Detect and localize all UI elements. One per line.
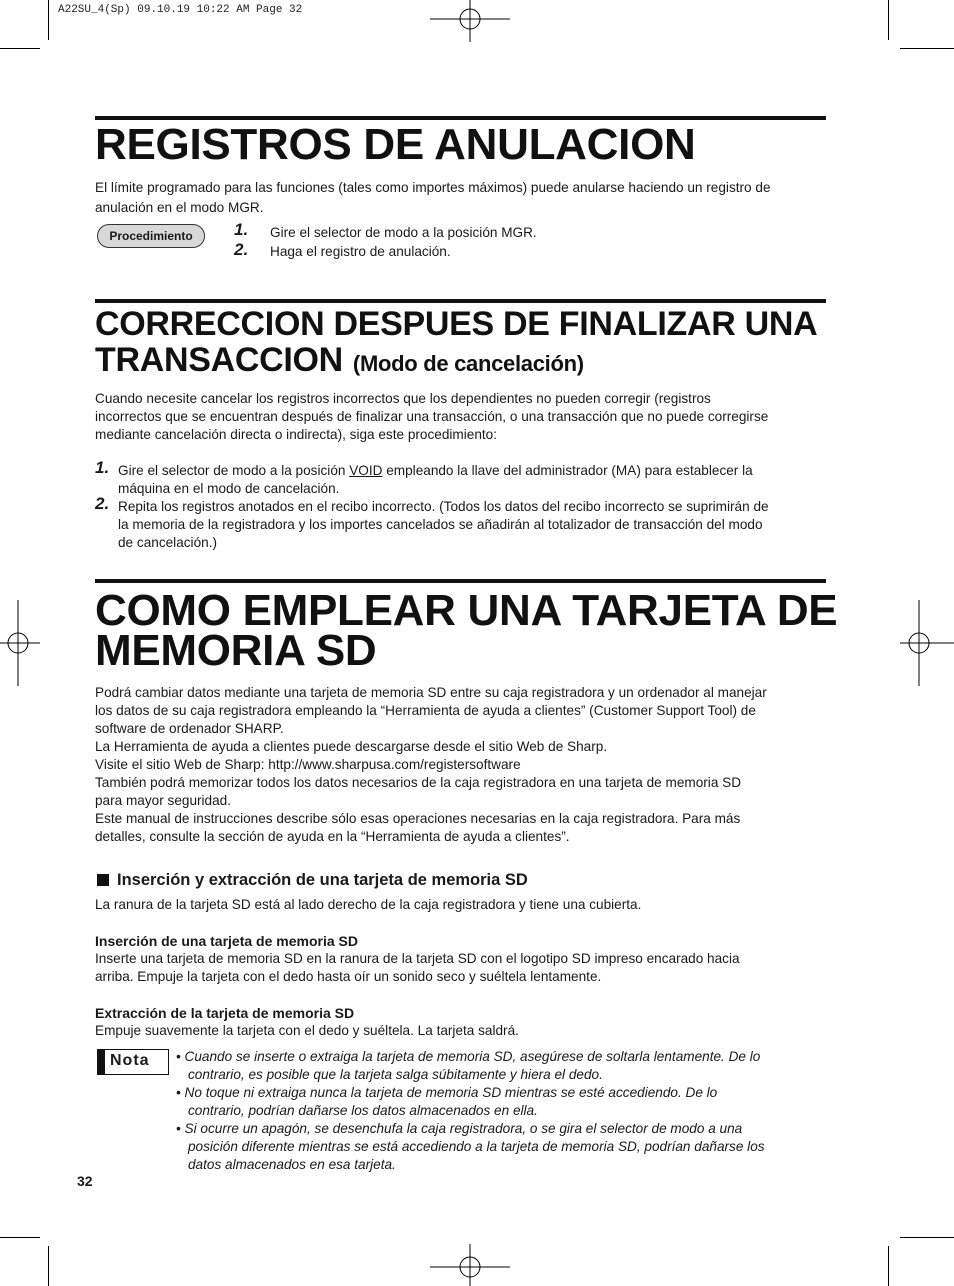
note-line: • Si ocurre un apagón, se desenchufa la caja registradora, o se gira el selector de modo a una [176, 1121, 743, 1136]
note-line: • Cuando se inserte o extraiga la tarjeta de memoria SD, asegúrese de soltarla lentamente. De lo [176, 1049, 761, 1064]
section-title-anulacion: REGISTROS DE ANULACION [95, 120, 696, 169]
correccion-step-1: Gire el selector de modo a la posición VOID empleando la llave del administrador (MA) para establecer la [118, 463, 753, 478]
sd-para-1: Podrá cambiar datos mediante una tarjeta de memoria SD entre su caja registradora y un ordenador al manejar [95, 685, 767, 700]
void-label: VOID [349, 463, 383, 478]
step-text: Haga el registro de anulación. [270, 244, 451, 259]
step-number: 2. [95, 494, 110, 513]
print-slug: A22SU_4(Sp) 09.10.19 10:22 AM Page 32 [58, 4, 303, 16]
section-title-correccion-1: CORRECCION DESPUES DE FINALIZAR UNA [95, 305, 818, 343]
anulacion-intro-2: anulación en el modo MGR. [95, 200, 264, 215]
step-number: 1. [234, 220, 249, 239]
section-title-correccion-2: TRANSACCION (Modo de cancelación) [95, 341, 584, 379]
correccion-step-2-3: de cancelación.) [118, 535, 217, 550]
note-line: contrario, es posible que la tarjeta salga súbitamente y hiera el dedo. [188, 1067, 603, 1082]
note-line: • No toque ni extraiga nunca la tarjeta de memoria SD mientras se esté accediendo. De lo [176, 1085, 718, 1100]
section-title-sd-1: COMO EMPLEAR UNA TARJETA DE [95, 586, 838, 635]
correccion-step-2-2: la memoria de la registradora y los importes cancelados se añadirán al totalizador de transacción del modo [118, 517, 763, 532]
step-text: Gire el selector de modo a la posición MGR. [270, 225, 537, 240]
step-number: 1. [95, 458, 110, 477]
correccion-intro-2: incorrectos que se encuentran después de finalizar una transacción, o una transacción que no puede corregirse [95, 409, 769, 424]
correccion-intro-3: mediante cancelación directa o indirecta), siga este procedimiento: [95, 427, 497, 442]
correccion-step-1-cont: máquina en el modo de cancelación. [118, 481, 340, 496]
procedimiento-badge: Procedimiento [97, 224, 205, 248]
section-title-sd-2: MEMORIA SD [95, 626, 377, 675]
sd-para-9: detalles, consulte la sección de ayuda en la “Herramienta de ayuda a clientes”. [95, 829, 570, 844]
sd-para-6: También podrá memorizar todos los datos necesarios de la caja registradora en una tarjeta de memoria SD [95, 775, 742, 790]
sd-para-5: Visite el sitio Web de Sharp: http://www.sharpusa.com/registersoftware [95, 757, 521, 772]
note-line: posición diferente mientras se está accediendo a la tarjeta de memoria SD, podrían dañarse los [188, 1139, 765, 1154]
square-bullet-icon [97, 874, 109, 886]
sd-para-7: para mayor seguridad. [95, 793, 232, 808]
sd-subsection-intro: La ranura de la tarjeta SD está al lado derecho de la caja registradora y tiene una cubierta. [95, 897, 642, 912]
insercion-text-1: Inserte una tarjeta de memoria SD en la ranura de la tarjeta SD con el logotipo SD impreso encarado hacia [95, 951, 740, 966]
sd-para-4: La Herramienta de ayuda a clientes puede descargarse desde el sitio Web de Sharp. [95, 739, 608, 754]
section-rule [95, 299, 826, 303]
anulacion-intro-1: El límite programado para las funciones (tales como importes máximos) puede anularse haciendo un registro de [95, 180, 771, 195]
section-subtitle: (Modo de cancelación) [352, 351, 584, 376]
sd-para-3: software de ordenador SHARP. [95, 721, 284, 736]
note-line: contrario, podrían dañarse los datos almacenados en ella. [188, 1103, 538, 1118]
registration-mark-left [0, 600, 40, 686]
insercion-title: Inserción de una tarjeta de memoria SD [95, 933, 358, 949]
step-number: 2. [234, 240, 249, 259]
page-number: 32 [77, 1173, 93, 1189]
extraccion-text: Empuje suavemente la tarjeta con el dedo y suéltela. La tarjeta saldrá. [95, 1023, 519, 1038]
sd-para-2: los datos de su caja registradora empleando la “Herramienta de ayuda a clientes” (Customer Support Tool) de [95, 703, 756, 718]
correccion-step-2-1: Repita los registros anotados en el recibo incorrecto. (Todos los datos del recibo incorrecto se suprimirán de [118, 499, 769, 514]
insercion-text-2: arriba. Empuje la tarjeta con el dedo hasta oír un sonido seco y suéltela lentamente. [95, 969, 602, 984]
section-rule [95, 579, 826, 583]
nota-badge: Nota [97, 1049, 169, 1075]
extraccion-title: Extracción de la tarjeta de memoria SD [95, 1005, 355, 1021]
registration-mark-top [430, 0, 510, 42]
note-line: datos almacenados en esa tarjeta. [188, 1157, 396, 1172]
registration-mark-right [900, 600, 954, 686]
sd-subsection-title: Inserción y extracción de una tarjeta de memoria SD [97, 871, 528, 890]
registration-mark-bottom [430, 1244, 510, 1286]
sd-para-8: Este manual de instrucciones describe sólo esas operaciones necesarias en la caja registradora. Para más [95, 811, 741, 826]
correccion-intro-1: Cuando necesite cancelar los registros incorrectos que los dependientes no pueden corregir (registros [95, 391, 711, 406]
